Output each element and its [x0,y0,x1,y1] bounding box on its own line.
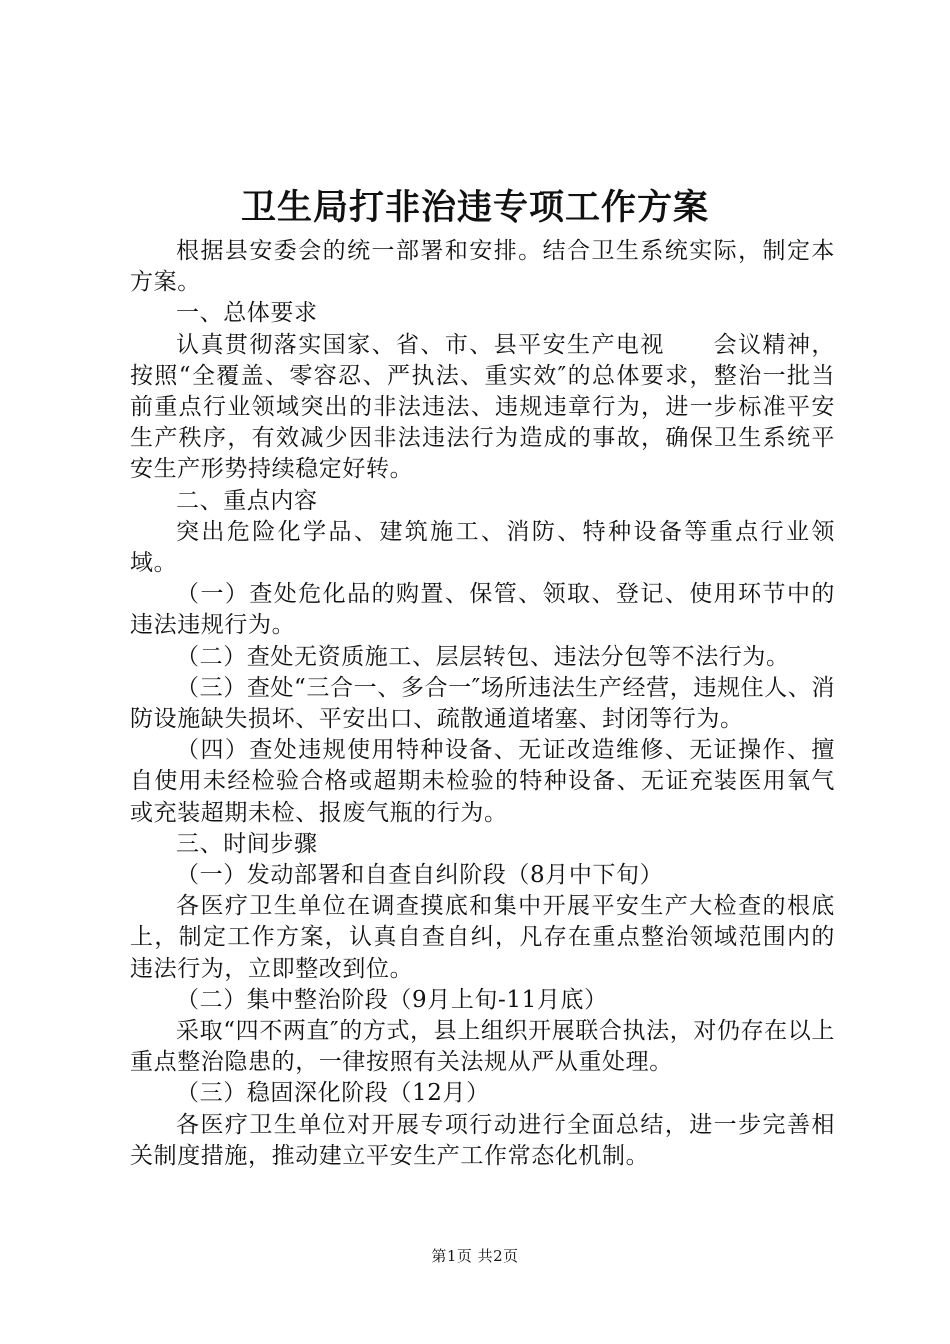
document-title: 卫生局打非治违专项工作方案 [240,187,709,228]
schedule-stage-2-paragraph: 采取“四不两直″的方式，县上组织开展联合执法，对仍存在以上重点整治隐患的，一律按照有关法规从严从重处理。 [130,1018,835,1076]
key-content-item-3: （三）查处“三合一、多合一″场所违法生产经营，违规住人、消防设施缺失损坏、平安出口、疏散通道堵塞、封闭等行为。 [130,674,835,733]
key-content-item-4: （四）查处违规使用特种设备、无证改造维修、无证操作、擅自使用未经检验合格或超期未检验的特种设备、无证充装医用氧气或充装超期未检、报废气瓶的行为。 [130,737,835,826]
intro-paragraph: 根据县安委会的统一部署和安排。结合卫生系统实际，制定本方案。 [130,238,835,296]
document-body [130,236,835,1172]
key-content-item-1: （一）查处危化品的购置、保管、领取、登记、使用环节中的违法违规行为。 [130,581,835,639]
schedule-stage-3-heading: （三）稳固深化阶段（12月） [176,1080,490,1107]
key-content-item-2: （二）查处无资质施工、层层转包、违法分包等不法行为。 [176,643,790,670]
section-heading-general-requirements: 一、总体要求 [176,300,318,327]
schedule-stage-1-heading: （一）发动部署和自查自纠阶段（8月中下旬） [176,862,664,889]
section-heading-schedule: 三、时间步骤 [176,830,318,857]
general-requirements-paragraph: 认真贯彻落实国家、省、市、县平安生产电视 会议精神，按照“全覆盖、零容忍、严执法、重实效″的总体要求，整治一批当前重点行业领域突出的非法违法、违规违章行为，进一步标准平安生产秩序，有效减少因非法违法行为造成的事故，确保卫生系统平安生产形势持续稳定好转。 [130,331,835,483]
key-content-paragraph: 突出危险化学品、建筑施工、消防、特种设备等重点行业领域。 [130,518,835,577]
schedule-stage-2-heading: （二）集中整治阶段（9月上旬-11月底） [176,986,608,1013]
schedule-stage-3-paragraph: 各医疗卫生单位对开展专项行动进行全面总结，进一步完善相关制度措施，推动建立平安生产工作常态化机制。 [130,1111,835,1169]
page-footer: 第1页 共2页 [431,1247,519,1265]
schedule-stage-1-paragraph: 各医疗卫生单位在调查摸底和集中开展平安生产大检查的根底上，制定工作方案，认真自查自纠，凡存在重点整治领域范围内的违法行为，立即整改到位。 [130,893,835,982]
section-heading-key-content: 二、重点内容 [176,487,318,514]
